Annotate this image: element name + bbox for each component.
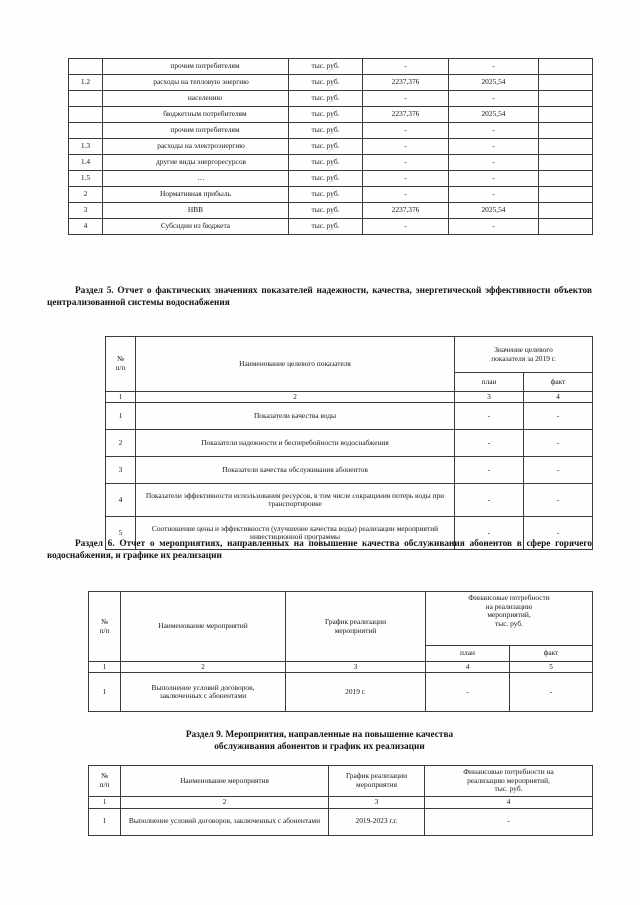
- section6-col-schedule-header: [286, 592, 426, 662]
- expenses-row-no: [69, 123, 103, 139]
- table-row: [69, 123, 593, 139]
- section5-row-indicator: Показатели надежности и бесперебойности водоснабжения: [136, 430, 455, 457]
- measure-line1: Выполнение условий договоров,: [151, 682, 255, 692]
- section5-row-plan: -: [455, 457, 524, 484]
- expenses-row-fact: -: [449, 123, 539, 139]
- section6-heading: [47, 538, 592, 563]
- section6-colnum-1: 1: [89, 662, 121, 673]
- section5-row-plan: -: [455, 430, 524, 457]
- expenses-row-no: 1.2: [69, 75, 103, 91]
- expenses-row-unit: тыс. руб.: [289, 139, 363, 155]
- section9-table: [88, 765, 593, 836]
- expenses-row-extra: [539, 187, 593, 203]
- section5-row-fact: -: [524, 457, 593, 484]
- table-row: [69, 107, 593, 123]
- expenses-row-extra: [539, 59, 593, 75]
- measure-line2: заключенных с абонентами: [159, 691, 247, 701]
- section6-table-head: [89, 592, 593, 673]
- expenses-row-no: 1.3: [69, 139, 103, 155]
- section5-row-fact: -: [524, 430, 593, 457]
- expenses-row-extra: [539, 139, 593, 155]
- section5-row-indicator: Показатели эффективности использования ресурсов, в том числе сокращения потерь воды при транспортировке: [136, 484, 455, 517]
- expenses-row-plan: -: [363, 155, 449, 171]
- finance-line3: мероприятий,: [487, 610, 531, 620]
- section5-row-no: 4: [106, 484, 136, 517]
- section5-col-target-header: [455, 337, 593, 373]
- section9-heading-line2: обслуживания абонентов и график их реализации: [214, 742, 425, 753]
- finance-line1: Финансовые потребности на: [463, 767, 554, 776]
- section9-row-schedule: 2019-2023 г.г.: [329, 808, 425, 835]
- expenses-row-fact: 2025,54: [449, 203, 539, 219]
- no-label-line1: №: [100, 771, 109, 781]
- expenses-row-plan: -: [363, 171, 449, 187]
- expenses-row-extra: [539, 123, 593, 139]
- section9-col-measure-header: Наименование мероприятия: [121, 766, 329, 797]
- section6-row-measure: [121, 673, 286, 712]
- schedule-line2: мероприятия: [356, 780, 397, 790]
- section9-table-body: [89, 808, 593, 835]
- section5-heading: [47, 285, 592, 310]
- table-row: [69, 139, 593, 155]
- expenses-row-unit: тыс. руб.: [289, 59, 363, 75]
- table-row: [69, 155, 593, 171]
- section6-colnum-4: 4: [426, 662, 510, 673]
- section6-row-plan: -: [426, 673, 510, 712]
- section6-heading-line2: обслуживания абонентов в сфере горячего водоснабжения, и графике их: [47, 539, 592, 562]
- expenses-row-unit: тыс. руб.: [289, 203, 363, 219]
- expenses-row-name: прочим потребителям: [103, 59, 289, 75]
- section5-row-plan: -: [455, 484, 524, 517]
- section5-row-fact: -: [524, 484, 593, 517]
- no-label-line2: п/п: [99, 625, 110, 635]
- expenses-row-unit: тыс. руб.: [289, 123, 363, 139]
- expenses-row-plan: -: [363, 123, 449, 139]
- section6-colnum-2: 2: [121, 662, 286, 673]
- expenses-row-unit: тыс. руб.: [289, 219, 363, 235]
- table-row: [89, 808, 593, 835]
- expenses-row-fact: -: [449, 187, 539, 203]
- section6-table-body: [89, 673, 593, 712]
- section5-column-numbers-row: [106, 392, 593, 403]
- expenses-row-no: 3: [69, 203, 103, 219]
- expenses-continuation-table: [68, 58, 593, 235]
- expenses-row-name: расходы на электроэнергию: [103, 139, 289, 155]
- schedule-line1: График реализации: [324, 616, 387, 626]
- expenses-row-no: 2: [69, 187, 103, 203]
- section6-col-finance-header: [426, 592, 593, 646]
- section5-col-no-header: [106, 337, 136, 392]
- section9-column-numbers-row: [89, 797, 593, 808]
- expenses-row-plan: -: [363, 187, 449, 203]
- expenses-row-name: бюджетным потребителям: [103, 107, 289, 123]
- section6-table: [88, 591, 593, 712]
- expenses-row-plan: 2237,376: [363, 107, 449, 123]
- section5-table-body: [106, 403, 593, 550]
- section5-row-plan: -: [455, 517, 524, 550]
- table-row: [106, 457, 593, 484]
- section5-header-row-1: [106, 337, 593, 373]
- expenses-row-fact: -: [449, 139, 539, 155]
- section9-colnum-4: 4: [425, 797, 593, 808]
- section6-col-measure-header: Наименование мероприятий: [121, 592, 286, 662]
- target-value-line2: показателя за 2019 г.: [491, 353, 556, 363]
- table-row: [69, 75, 593, 91]
- expenses-row-name: прочим потребителям: [103, 123, 289, 139]
- finance-line2: на реализацию: [485, 601, 533, 611]
- section6-column-numbers-row: [89, 662, 593, 673]
- table-row: [89, 673, 593, 712]
- expenses-row-plan: 2237,376: [363, 203, 449, 219]
- section6-heading-line1: Раздел 6. Отчет о мероприятиях, направленных на повышение качества: [75, 539, 400, 549]
- section5-table-head: [106, 337, 593, 403]
- section5-row-fact: -: [524, 403, 593, 430]
- expenses-row-extra: [539, 219, 593, 235]
- section5-heading-line2: качества, энергетической эффективности объектов централизованной системы: [47, 286, 592, 309]
- section6-colnum-3: 3: [286, 662, 426, 673]
- expenses-row-no: 4: [69, 219, 103, 235]
- table-row: [106, 403, 593, 430]
- expenses-row-fact: -: [449, 59, 539, 75]
- expenses-row-unit: тыс. руб.: [289, 107, 363, 123]
- expenses-row-extra: [539, 91, 593, 107]
- section6-header-row-1: [89, 592, 593, 646]
- section5-heading-line3: водоснабжения: [166, 298, 230, 309]
- expenses-row-name: Субсидии из бюджета: [103, 219, 289, 235]
- section6-row-no: 1: [89, 673, 121, 712]
- section9-colnum-2: 2: [121, 797, 329, 808]
- expenses-row-plan: -: [363, 139, 449, 155]
- expenses-table-body: [69, 59, 593, 235]
- expenses-row-fact: 2025,54: [449, 107, 539, 123]
- section9-row-no: 1: [89, 808, 121, 835]
- target-value-line1: Значение целевого: [494, 344, 553, 354]
- expenses-row-unit: тыс. руб.: [289, 155, 363, 171]
- table-row: [69, 187, 593, 203]
- section9-col-finance-header: [425, 766, 593, 797]
- section9-header-row: [89, 766, 593, 797]
- expenses-row-fact: 2025,54: [449, 75, 539, 91]
- expenses-row-plan: -: [363, 219, 449, 235]
- section5-row-no: 3: [106, 457, 136, 484]
- section9-table-head: [89, 766, 593, 809]
- expenses-row-extra: [539, 203, 593, 219]
- section5-row-plan: -: [455, 403, 524, 430]
- section5-colnum-1: 1: [106, 392, 136, 403]
- section6-row-schedule: 2019 г.: [286, 673, 426, 712]
- expenses-row-extra: [539, 155, 593, 171]
- table-row: [69, 91, 593, 107]
- expenses-row-unit: тыс. руб.: [289, 187, 363, 203]
- section6-col-fact-header: факт: [510, 646, 593, 662]
- section5-colnum-3: 3: [455, 392, 524, 403]
- table-row: [69, 219, 593, 235]
- expenses-row-no: [69, 59, 103, 75]
- finance-line4: тыс. руб.: [495, 619, 523, 629]
- no-label-line2: п/п: [99, 780, 110, 790]
- expenses-row-fact: -: [449, 171, 539, 187]
- section6-col-no-header: [89, 592, 121, 662]
- section5-colnum-4: 4: [524, 392, 593, 403]
- section9-row-finance: -: [425, 808, 593, 835]
- expenses-row-name: …: [103, 171, 289, 187]
- section5-col-indicator-header: Наименование целевого показателя: [136, 337, 455, 392]
- expenses-row-no: [69, 91, 103, 107]
- section9-heading-line1: Раздел 9. Мероприятия, направленные на повышение качества: [185, 730, 454, 740]
- table-row: [106, 484, 593, 517]
- section9-col-no-header: [89, 766, 121, 797]
- section5-col-plan-header: план: [455, 373, 524, 392]
- table-row: [69, 171, 593, 187]
- section9-col-schedule-header: [329, 766, 425, 797]
- expenses-row-name: Нормативная прибыль: [103, 187, 289, 203]
- expenses-row-name: расходы на тепловую энергию: [103, 75, 289, 91]
- expenses-row-extra: [539, 75, 593, 91]
- section5-row-fact: -: [524, 517, 593, 550]
- section5-row-no: 1: [106, 403, 136, 430]
- expenses-row-fact: -: [449, 219, 539, 235]
- schedule-line1: График реализации: [345, 771, 408, 781]
- finance-line3: тыс. руб.: [494, 784, 523, 794]
- schedule-line2: мероприятий: [334, 625, 377, 635]
- no-label-line1: №: [116, 354, 125, 364]
- section6-row-fact: -: [510, 673, 593, 712]
- table-row: [106, 430, 593, 457]
- no-label-line1: №: [100, 616, 109, 626]
- no-label-line2: п/п: [115, 363, 126, 372]
- finance-line1: Финансовые потребности: [468, 593, 550, 602]
- expenses-row-no: [69, 107, 103, 123]
- expenses-row-extra: [539, 107, 593, 123]
- section5-table: [105, 336, 593, 550]
- section5-row-indicator: Соотношение цены и эффективности (улучшение качества воды) реализации мероприятий инвестиционной программы: [136, 517, 455, 550]
- table-row: [69, 203, 593, 219]
- section9-colnum-3: 3: [329, 797, 425, 808]
- section5-row-indicator: Показатели качества воды: [136, 403, 455, 430]
- section9-heading: [47, 729, 592, 754]
- expenses-row-plan: -: [363, 91, 449, 107]
- expenses-row-no: 1.5: [69, 171, 103, 187]
- expenses-row-fact: -: [449, 91, 539, 107]
- section9-row-measure: Выполнение условий договоров, заключенных с абонентами: [121, 808, 329, 835]
- expenses-row-no: 1.4: [69, 155, 103, 171]
- expenses-row-unit: тыс. руб.: [289, 171, 363, 187]
- section5-col-fact-header: факт: [524, 373, 593, 392]
- finance-line2: реализацию мероприятий,: [467, 775, 550, 785]
- expenses-row-plan: -: [363, 59, 449, 75]
- section6-col-plan-header: план: [426, 646, 510, 662]
- expenses-row-name: другие виды энергоресурсов: [103, 155, 289, 171]
- section5-row-indicator: Показатели качества обслуживания абонентов: [136, 457, 455, 484]
- table-row: [69, 59, 593, 75]
- expenses-row-plan: 2237,376: [363, 75, 449, 91]
- expenses-row-name: НВВ: [103, 203, 289, 219]
- section5-colnum-2: 2: [136, 392, 455, 403]
- expenses-row-unit: тыс. руб.: [289, 91, 363, 107]
- section5-row-no: 5: [106, 517, 136, 550]
- section9-colnum-1: 1: [89, 797, 121, 808]
- expenses-row-extra: [539, 171, 593, 187]
- section5-row-no: 2: [106, 430, 136, 457]
- expenses-row-name: населению: [103, 91, 289, 107]
- expenses-row-fact: -: [449, 155, 539, 171]
- section6-heading-line3: реализации: [172, 551, 222, 562]
- section6-colnum-5: 5: [510, 662, 593, 673]
- section5-heading-line1: Раздел 5. Отчет о фактических значениях показателей надежности,: [75, 286, 369, 296]
- expenses-row-unit: тыс. руб.: [289, 75, 363, 91]
